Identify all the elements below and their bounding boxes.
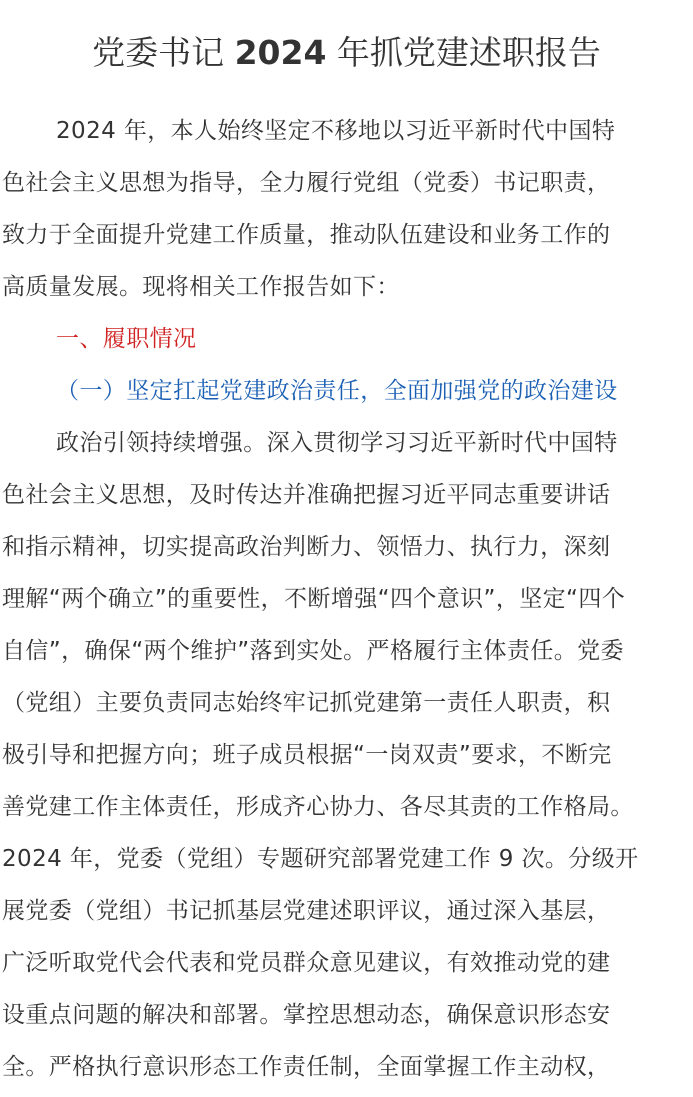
body-line: 理解“两个确立”的重要性，不断增强“四个意识”，坚定“四个 xyxy=(2,586,626,612)
intro-line: 2024 年，本人始终坚定不移地以习近平新时代中国特 xyxy=(56,118,616,144)
body-line: 色社会主义思想，及时传达并准确把握习近平同志重要讲话 xyxy=(2,482,611,508)
body-line: 展党委（党组）书记抓基层党建述职评议，通过深入基层， xyxy=(2,898,611,924)
body-line: 极引导和把握方向；班子成员根据“一岗双责”要求，不断完 xyxy=(2,742,612,768)
body-line: 政治引领持续增强。深入贯彻学习习近平新时代中国特 xyxy=(56,430,618,456)
body-line: 2024 年，党委（党组）专题研究部署党建工作 9 次。分级开 xyxy=(2,846,639,872)
body-line: 善党建工作主体责任，形成齐心协力、各尽其责的工作格局。 xyxy=(2,794,634,820)
title-prefix: 党委书记 xyxy=(92,33,225,72)
intro-line: 高质量发展。现将相关工作报告如下： xyxy=(2,274,400,300)
body-line: 全。严格执行意识形态工作责任制，全面掌握工作主动权， xyxy=(2,1054,611,1080)
body-line: （党组）主要负责同志始终牢记抓党建第一责任人职责，积 xyxy=(2,690,611,716)
body-line: 设重点问题的解决和部署。掌控思想动态，确保意识形态安 xyxy=(2,1002,611,1028)
section-heading: 一、履职情况 xyxy=(56,326,197,352)
body-line: 和指示精神，切实提高政治判断力、领悟力、执行力，深刻 xyxy=(2,534,611,560)
title-suffix: 年抓党建述职报告 xyxy=(336,33,601,72)
intro-line: 致力于全面提升党建工作质量，推动队伍建设和业务工作的 xyxy=(2,222,611,248)
subsection-heading: （一）坚定扛起党建政治责任，全面加强党的政治建设 xyxy=(56,378,618,404)
title-year: 2024 xyxy=(234,33,327,72)
body-line: 广泛听取党代会代表和党员群众意见建议，有效推动党的建 xyxy=(2,950,611,976)
body-line: 自信”，确保“两个维护”落到实处。严格履行主体责任。党委 xyxy=(2,638,624,664)
document-title xyxy=(0,28,693,78)
intro-line: 色社会主义思想为指导，全力履行党组（党委）书记职责， xyxy=(2,170,611,196)
